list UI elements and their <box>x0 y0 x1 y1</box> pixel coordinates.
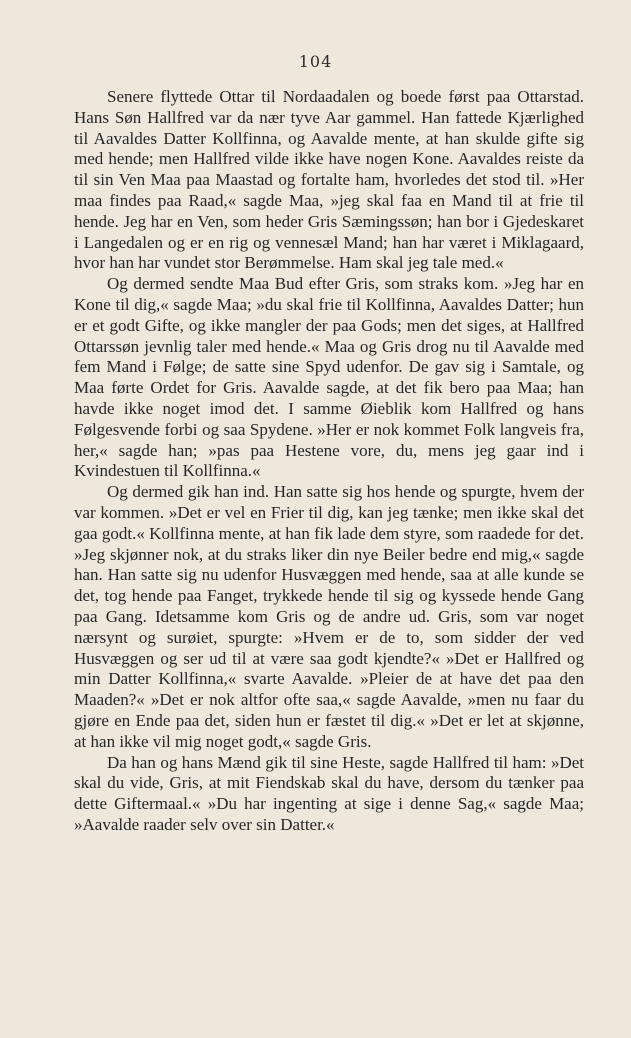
paragraph-2: Og dermed sendte Maa Bud efter Gris, som straks kom. »Jeg har en Kone til dig,« sagde Maa; »du skal frie til Kollfinna, Aavaldes Datter; hun er et godt Gifte, og ikke mangler der paa Gods; men det siges, at Hallfred Ottarssøn jevnlig taler med hende.« Maa og Gris drog nu til Aavalde med fem Mand i Følge; de satte sine Spyd udenfor. De gav sig i Samtale, og Maa førte Ordet for Gris. Aavalde sagde, at det fik bero paa Maa; han havde ikke noget imod det. I samme Øieblik kom Hallfred og hans Følgesvende forbi og saa Spydene. »Her er nok kommet Folk langveis fra, her,« sagde han; »pas paa Hestene vore, du, mens jeg gaar ind i Kvindestuen til Kollfinna.« <box>74 274 584 481</box>
paragraph-1: Senere flyttede Ottar til Nordaadalen og boede først paa Ottarstad. Hans Søn Hallfred var da nær tyve Aar gammel. Han fattede Kjærlighed til Aavaldes Datter Kollfinna, og Aavalde mente, at han skulde gifte sig med hende; men Hallfred vilde ikke have nogen Kone. Aavaldes reiste da til sin Ven Maa paa Maastad og fortalte ham, hvorledes det stod til. »Her maa findes paa Raad,« sagde Maa, »jeg skal faa en Mand til at frie til hende. Jeg har en Ven, som heder Gris Sæmingssøn; han bor i Gjedeskaret i Langedalen og er en rig og vennesæl Mand; han har været i Miklagaard, hvor han har vundet stor Berømmelse. Ham skal jeg tale med.« <box>74 87 584 273</box>
page-number: 104 <box>298 52 333 71</box>
paragraph-4: Da han og hans Mænd gik til sine Heste, sagde Hallfred til ham: »Det skal du vide, Gris, at mit Fiendskab skal du have, dersom du tænker paa dette Giftermaal.« »Du har ingenting at sige i denne Sag,« sagde Maa; »Aavalde raader selv over sin Datter.« <box>74 752 584 834</box>
body-text <box>74 87 584 836</box>
paragraph-3: Og dermed gik han ind. Han satte sig hos hende og spurgte, hvem der var kommen. »Det er vel en Frier til dig, kan jeg tænke; men ikke skal det gaa godt.« Kollfinna mente, at han fik lade dem styre, som raadede for det. »Jeg skjønner nok, at du straks liker din nye Beiler bedre end mig,« sagde han. Han satte sig nu udenfor Husvæggen med hende, saa at alle kunde se det, tog hende paa Fanget, trykkede hende til sig og kyssede hende Gang paa Gang. Idetsamme kom Gris og de andre ud. Gris, som var noget nærsynt og surøiet, spurgte: »Hvem er de to, som sidder der ved Husvæggen og ser ud til at være saa godt kjendte?« »Det er Hallfred og min Datter Kollfinna,« svarte Aavalde. »Pleier de at have det paa den Maaden?« »Det er nok altfor ofte saa,« sagde Aavalde, »men nu faar du gjøre en Ende paa det, siden hun er fæstet til dig.« »Det er let at skjønne, at han ikke vil mig noget godt,« sagde Gris. <box>74 482 584 751</box>
